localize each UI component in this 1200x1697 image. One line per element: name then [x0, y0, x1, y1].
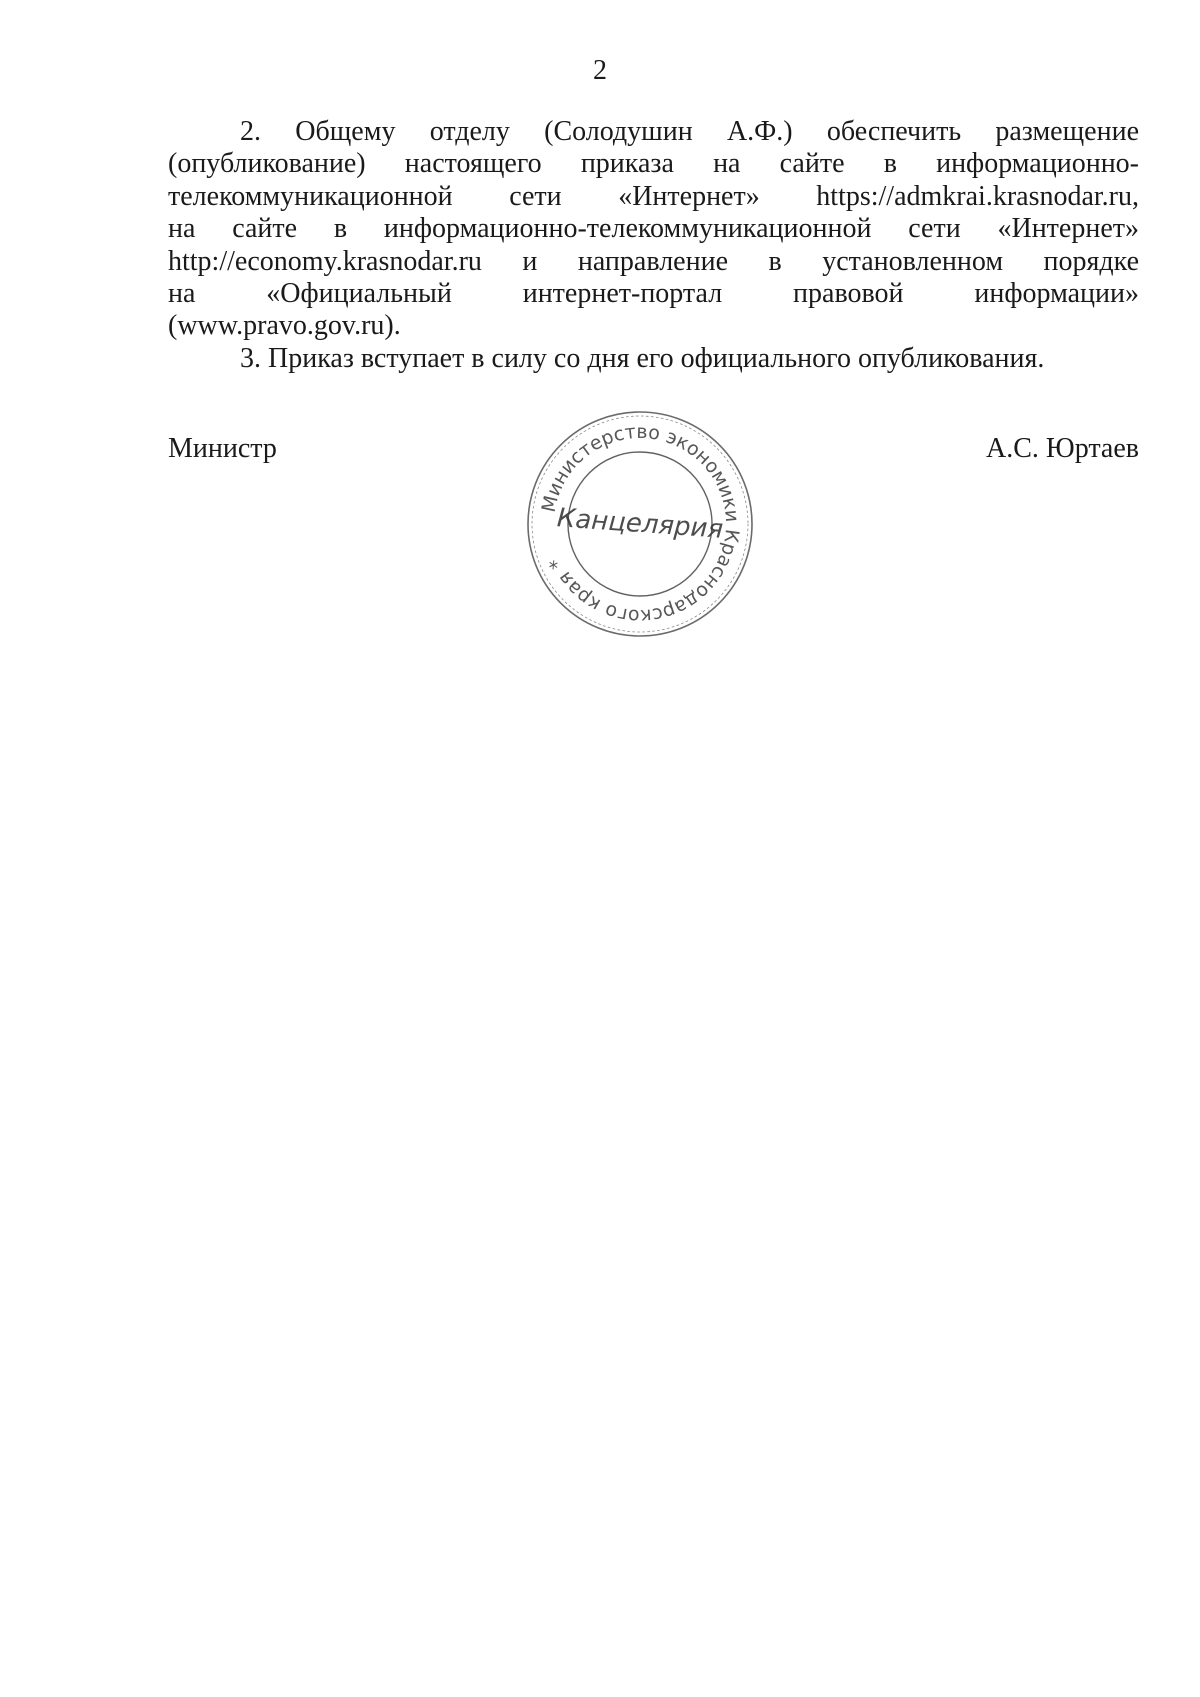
- stamp-center-text: Канцелярия: [555, 503, 725, 545]
- paragraph-2-line: на сайте в информационно-телекоммуникационной сети «Интернет»: [168, 213, 1139, 245]
- signatory-position: Министр: [168, 433, 277, 464]
- paragraph-2-line: (www.pravo.gov.ru).: [168, 310, 401, 342]
- paragraph-3: 3. Приказ вступает в силу со дня его официального опубликования.: [240, 342, 1045, 374]
- paragraph-2-line: на «Официальный интернет-портал правовой информации»: [168, 278, 1139, 310]
- document-body: [168, 116, 1139, 375]
- paragraph-2-line: 2. Общему отделу (Солодушин А.Ф.) обеспечить размещение: [240, 116, 1139, 147]
- signatory-name: А.С. Юртаев: [986, 433, 1139, 464]
- paragraph-2: [168, 116, 1139, 343]
- official-stamp: [520, 404, 760, 644]
- paragraph-2-line: http://economy.krasnodar.ru и направление в установленном порядке: [168, 245, 1139, 277]
- paragraph-2-line: (опубликование) настоящего приказа на сайте в информационно-: [168, 148, 1139, 180]
- page-number: 2: [593, 55, 607, 86]
- paragraph-2-line: телекоммуникационной сети «Интернет» https://admkrai.krasnodar.ru,: [168, 180, 1139, 212]
- stamp-ring-text: Министерство экономики Краснодарского края *: [537, 420, 744, 628]
